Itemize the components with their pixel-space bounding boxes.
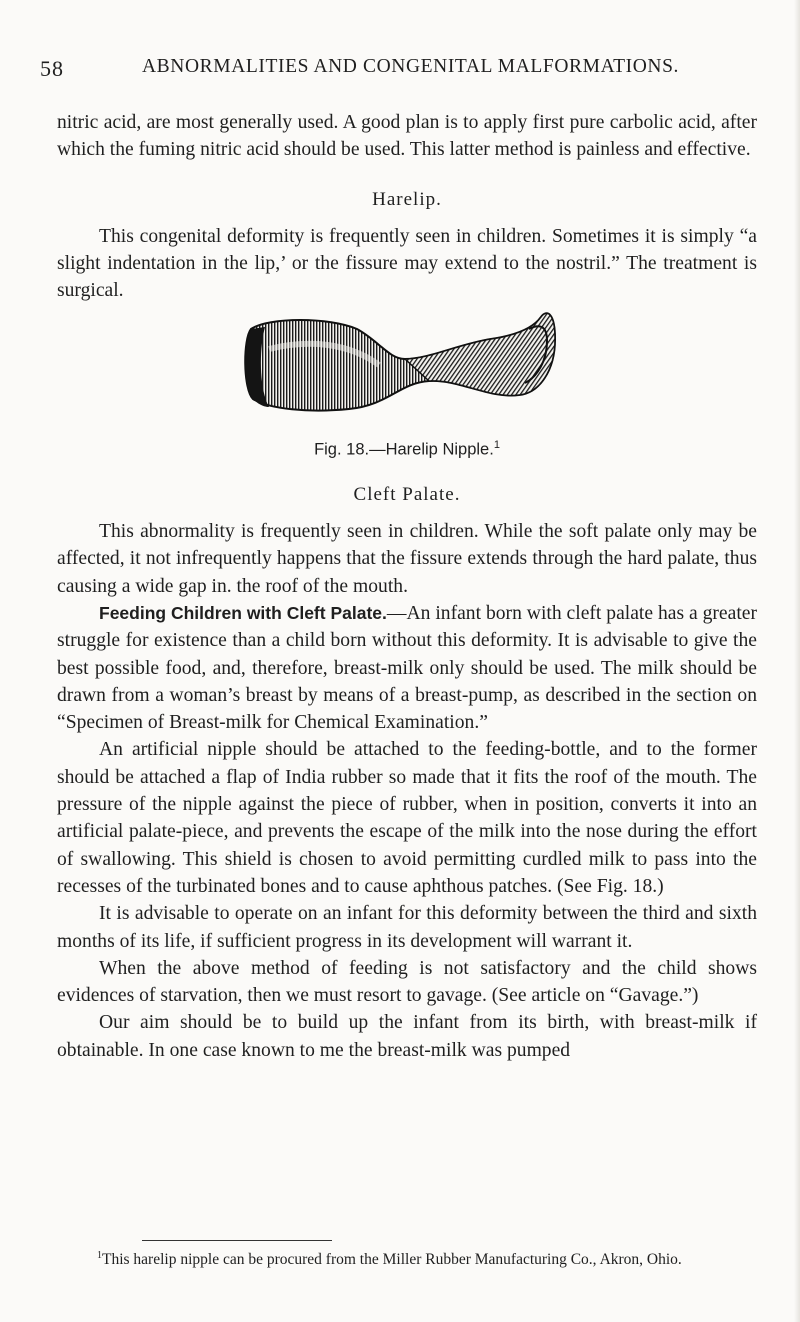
operate-paragraph: It is advisable to operate on an infant for this deformity between the third and sixth months of its life, if sufficient progress in its development will warrant it.: [57, 903, 757, 952]
feeding-text: —An infant born with cleft palate has a greater struggle for existence than a child born without this deformity. It is advisable to give the best possible food, and, therefore, breast-milk only should be used. The milk should be drawn from a woman’s breast by means of a breast-pump, as described in the section on “Specimen of Breast-milk for Chemical Examination.”: [57, 602, 757, 734]
footnote-text: This harelip nipple can be procured from the Miller Rubber Manufacturing Co., Akron, Ohio.: [102, 1251, 682, 1269]
feeding-runin-heading: Feeding Children with Cleft Palate.: [99, 602, 387, 623]
harelip-heading: Harelip.: [372, 188, 442, 210]
running-head: ABNORMALITIES AND CONGENITAL MALFORMATIONS.: [142, 56, 680, 77]
figure-18: [57, 309, 757, 459]
harelip-paragraph: This congenital deformity is frequently seen in children. Sometimes it is simply “a slight indentation in the lip,’ or the fissure may extend to the nostril.” The treatment is surgical.: [57, 225, 757, 302]
aim-paragraph: Our aim should be to build up the infant from its birth, with breast-milk if obtainable. In one case known to me the breast-milk was pumped: [57, 1012, 757, 1061]
artificial-nipple-paragraph: An artificial nipple should be attached to the feeding-bottle, and to the former should be attached a flap of India rubber so made that it fits the roof of the mouth. The pressure of the nipple against the piece of rubber, when in position, converts it into an artificial palate-piece, and prevents the escape of the milk into the nose during the effort of swallowing. This shield is chosen to avoid permitting curdled milk to pass into the recesses of the turbinated bones and to cause aphthous patches. (See Fig. 18.): [57, 739, 757, 897]
page-number: 58: [40, 56, 64, 81]
page-edge: [794, 0, 800, 1322]
gavage-paragraph: When the above method of feeding is not satisfactory and the child shows evidences of starvation, then we must resort to gavage. (See article on “Gavage.”): [57, 957, 757, 1007]
cleft-palate-heading: Cleft Palate.: [353, 483, 461, 505]
figure-caption: [57, 432, 757, 464]
feeding-paragraph: [57, 600, 757, 736]
footnote-divider: [142, 1240, 332, 1241]
footnote-mark: 1: [97, 1250, 102, 1261]
page-body: [57, 109, 757, 1064]
cleft-palate-paragraph: This abnormality is frequently seen in children. While the soft palate only may be affected, it not infrequently happens that the fissure extends through the hard palate, thus causing a wide gap in. the roof of the mouth.: [57, 521, 757, 597]
page-header: [0, 56, 800, 86]
harelip-nipple-illustration: [229, 309, 569, 427]
intro-paragraph: nitric acid, are most generally used. A good plan is to apply first pure carbolic acid, after which the fuming nitric acid should be used. This latter method is painless and effective.: [57, 112, 757, 161]
footnote-reference: 1: [493, 438, 500, 451]
figure-caption-text: Fig. 18.—Harelip Nipple.: [314, 440, 494, 459]
footnote: [57, 1246, 762, 1269]
